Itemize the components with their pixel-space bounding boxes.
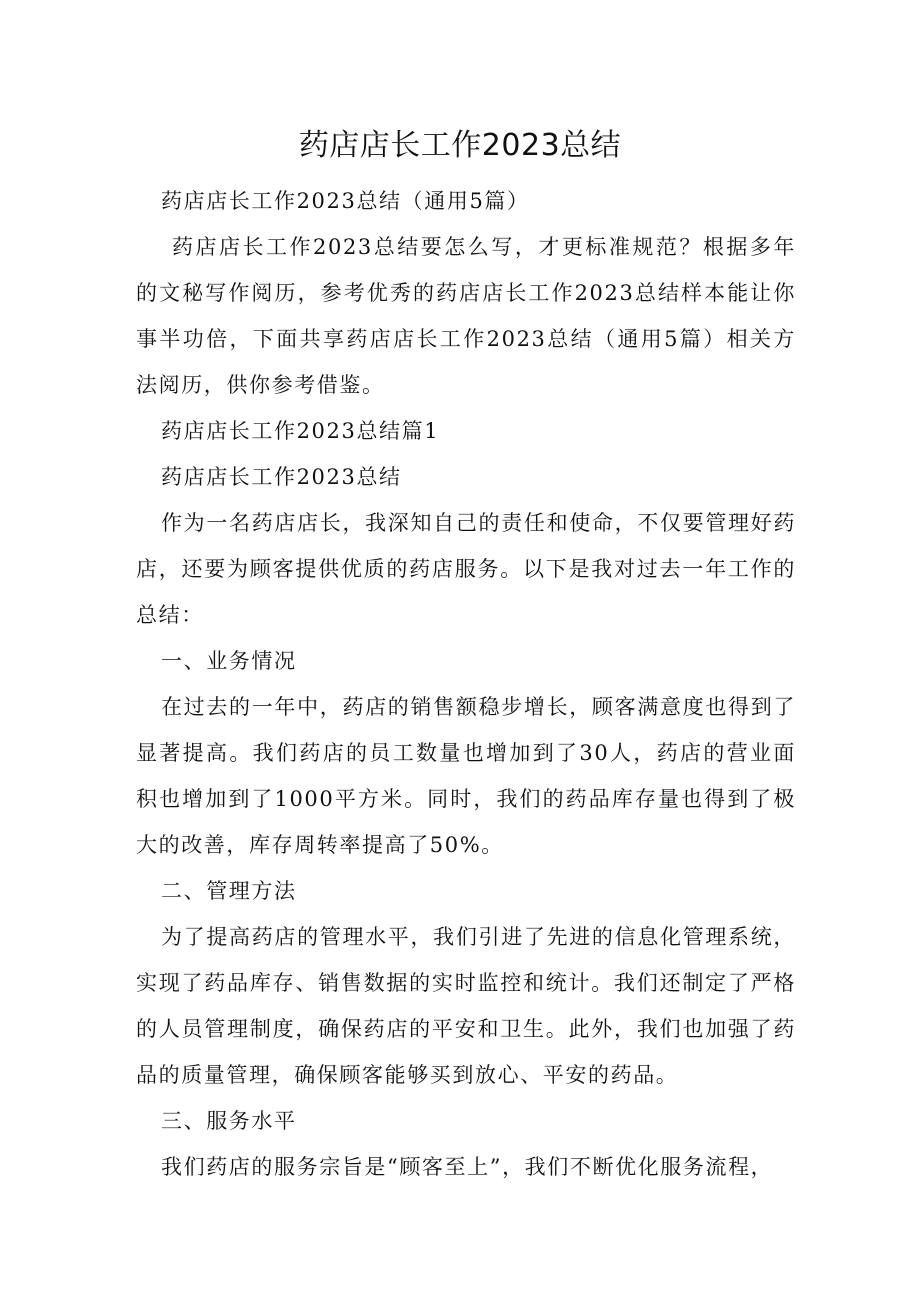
body-paragraph-management: 为了提高药店的管理水平，我们引进了先进的信息化管理系统，实现了药品库存、销售数据的实时监控和统计。我们还制定了严格的人员管理制度，确保药店的平安和卫生。此外，我们也加强了药品的质量管理，确保顾客能够买到放心、平安的药品。: [136, 925, 796, 1087]
section-subheading: 药店店长工作2023总结: [161, 465, 402, 489]
intro-paragraph: 药店店长工作2023总结要怎么写，才更标准规范？根据多年的文秘写作阅历，参考优秀的药店店长工作2023总结样本能让你事半功倍，下面共享药店店长工作2023总结（通用5篇）相关方法阅历，供你参考借鉴。: [136, 235, 796, 397]
body-paragraph-responsibility: 作为一名药店店长，我深知自己的责任和使命，不仅要管理好药店，还要为顾客提供优质的药店服务。以下是我对过去一年工作的总结：: [136, 511, 796, 627]
heading-business: 一、业务情况: [161, 649, 297, 673]
document-body: [136, 178, 796, 1190]
section-heading-part-1: 药店店长工作2023总结篇1: [161, 419, 440, 443]
body-paragraph-business: 在过去的一年中，药店的销售额稳步增长，顾客满意度也得到了显著提高。我们药店的员工数量也增加到了30人，药店的营业面积也增加到了1000平方米。同时，我们的药品库存量也得到了极大的改善，库存周转率提高了50%。: [136, 695, 796, 857]
body-paragraph-service: 我们药店的服务宗旨是“顾客至上”，我们不断优化服务流程，: [161, 1155, 774, 1179]
heading-service: 三、服务水平: [161, 1109, 297, 1133]
subtitle-paragraph: 药店店长工作2023总结（通用5篇）: [161, 189, 530, 213]
heading-management: 二、管理方法: [161, 879, 297, 903]
document-title: 药店店长工作2023总结: [298, 128, 622, 163]
